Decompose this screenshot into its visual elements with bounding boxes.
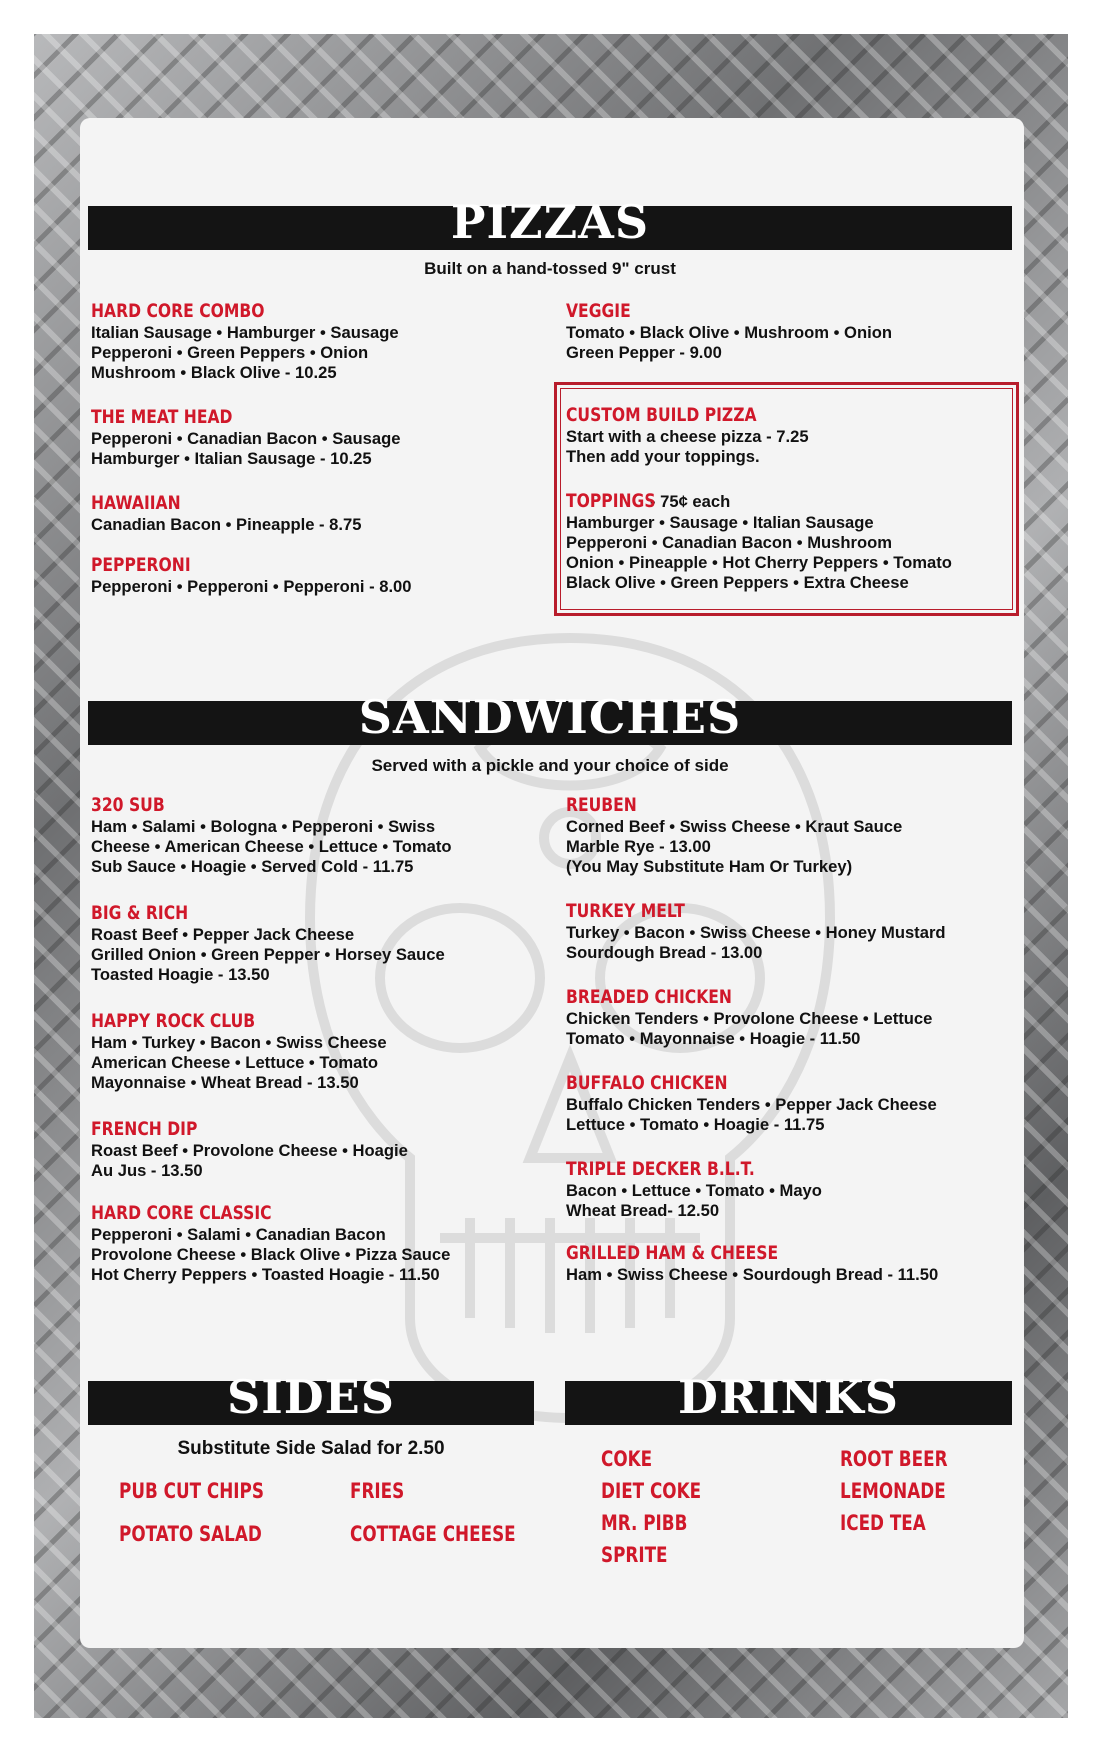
menu-item: BIG & RICH Roast Beef • Pepper Jack Cheese Grilled Onion • Green Pepper • Horsey Sauce Toasted Hoagie - 13.50 <box>91 902 445 984</box>
item-name: BREADED CHICKEN <box>566 986 732 1008</box>
menu-item: HAPPY ROCK CLUB Ham • Turkey • Bacon • Swiss Cheese American Cheese • Lettuce • Tomato Mayonnaise • Wheat Bread - 13.50 <box>91 1010 387 1092</box>
side-item: FRIES <box>350 1479 405 1503</box>
item-name: HARD CORE CLASSIC <box>91 1202 272 1224</box>
toppings-price: - 75¢ each <box>650 492 731 511</box>
drink-item: ICED TEA <box>840 1511 926 1535</box>
menu-item: HARD CORE CLASSIC Pepperoni • Salami • Canadian Bacon Provolone Cheese • Black Olive • Pizza Sauce Hot Cherry Peppers • Toasted Hoagie - 11.50 <box>91 1202 451 1284</box>
pizzas-banner: PIZZAS <box>88 206 1012 250</box>
item-name: HAWAIIAN <box>91 492 181 514</box>
toppings: TOPPINGS - 75¢ each Hamburger • Sausage • Italian Sausage Pepperoni • Canadian Bacon • Mushroom Onion • Pineapple • Hot Cherry Peppers • Tomato Black Olive • Green Peppers • Extra Cheese <box>566 490 952 592</box>
side-item: COTTAGE CHEESE <box>350 1522 516 1546</box>
drink-item: MR. PIBB <box>601 1511 688 1535</box>
menu-item: FRENCH DIP Roast Beef • Provolone Cheese • Hoagie Au Jus - 13.50 <box>91 1118 408 1180</box>
item-name: HAPPY ROCK CLUB <box>91 1010 256 1032</box>
menu-item: 320 SUB Ham • Salami • Bologna • Pepperoni • Swiss Cheese • American Cheese • Lettuce • Tomato Sub Sauce • Hoagie • Served Cold - 11.75 <box>91 794 452 876</box>
sides-banner: SIDES <box>88 1381 534 1425</box>
pizzas-subtitle: Built on a hand-tossed 9" crust <box>424 259 676 278</box>
item-name: BUFFALO CHICKEN <box>566 1072 728 1094</box>
menu-item: TRIPLE DECKER B.L.T. Bacon • Lettuce • Tomato • Mayo Wheat Bread- 12.50 <box>566 1158 822 1220</box>
item-name: HARD CORE COMBO <box>91 300 265 322</box>
menu-item: TURKEY MELT Turkey • Bacon • Swiss Cheese • Honey Mustard Sourdough Bread - 13.00 <box>566 900 946 962</box>
item-name: CUSTOM BUILD PIZZA <box>566 404 757 426</box>
item-name: THE MEAT HEAD <box>91 406 233 428</box>
menu-item: BUFFALO CHICKEN Buffalo Chicken Tenders • Pepper Jack Cheese Lettuce • Tomato • Hoagie - 11.75 <box>566 1072 937 1134</box>
menu-item: PEPPERONI Pepperoni • Pepperoni • Pepperoni - 8.00 <box>91 554 412 596</box>
menu-item: GRILLED HAM & CHEESE Ham • Swiss Cheese • Sourdough Bread - 11.50 <box>566 1242 939 1284</box>
menu-item: BREADED CHICKEN Chicken Tenders • Provolone Cheese • Lettuce Tomato • Mayonnaise • Hoagie - 11.50 <box>566 986 933 1048</box>
drinks-banner: DRINKS <box>565 1381 1012 1425</box>
menu-item: VEGGIE Tomato • Black Olive • Mushroom • Onion Green Pepper - 9.00 <box>566 300 892 362</box>
item-name: FRENCH DIP <box>91 1118 198 1140</box>
drink-item: DIET COKE <box>601 1479 702 1503</box>
item-name: TRIPLE DECKER B.L.T. <box>566 1158 755 1180</box>
menu-item: HAWAIIAN Canadian Bacon • Pineapple - 8.75 <box>91 492 362 534</box>
item-name: 320 SUB <box>91 794 165 816</box>
side-item: POTATO SALAD <box>119 1522 262 1546</box>
sandwiches-subtitle: Served with a pickle and your choice of side <box>371 756 729 775</box>
menu-item: REUBEN Corned Beef • Swiss Cheese • Kraut Sauce Marble Rye - 13.00 (You May Substitute Ham Or Turkey) <box>566 794 903 876</box>
drink-item: COKE <box>601 1447 653 1471</box>
item-name: GRILLED HAM & CHEESE <box>566 1242 779 1264</box>
menu-item: HARD CORE COMBO Italian Sausage • Hamburger • Sausage Pepperoni • Green Peppers • Onion Mushroom • Black Olive - 10.25 <box>91 300 399 382</box>
item-name: REUBEN <box>566 794 637 816</box>
sandwiches-banner: SANDWICHES <box>88 701 1012 745</box>
menu-item: THE MEAT HEAD Pepperoni • Canadian Bacon • Sausage Hamburger • Italian Sausage - 10.25 <box>91 406 401 468</box>
drink-item: LEMONADE <box>840 1479 946 1503</box>
toppings-label: TOPPINGS <box>566 490 656 512</box>
item-name: VEGGIE <box>566 300 631 322</box>
sides-subtitle: Substitute Side Salad for 2.50 <box>177 1438 445 1459</box>
item-name: PEPPERONI <box>91 554 191 576</box>
drink-item: SPRITE <box>601 1543 668 1567</box>
side-item: PUB CUT CHIPS <box>119 1479 264 1503</box>
item-name: BIG & RICH <box>91 902 189 924</box>
item-name: TURKEY MELT <box>566 900 685 922</box>
custom-build-pizza: CUSTOM BUILD PIZZA Start with a cheese pizza - 7.25 Then add your toppings. <box>566 404 809 466</box>
drink-item: ROOT BEER <box>840 1447 948 1471</box>
